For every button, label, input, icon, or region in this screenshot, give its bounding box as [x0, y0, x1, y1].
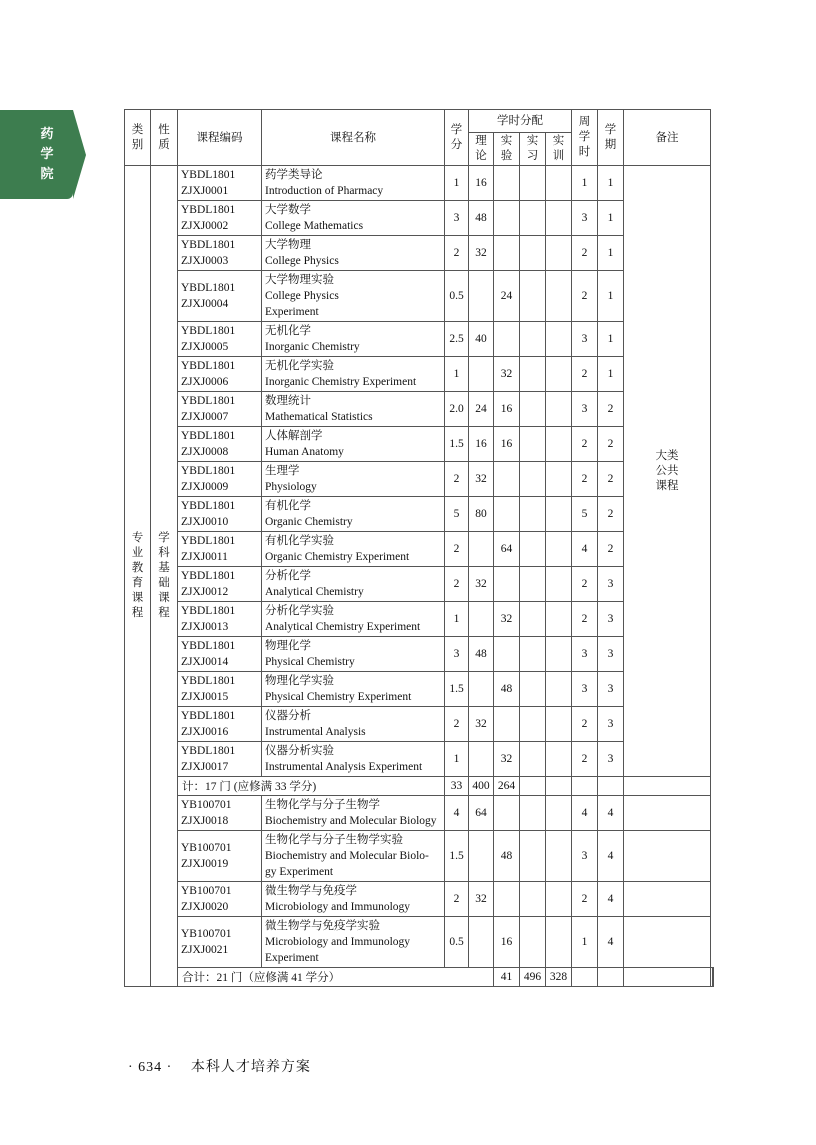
page-footer [128, 1056, 311, 1076]
experiment-hours: 16 [494, 392, 520, 427]
training-hours [546, 166, 572, 201]
semester-cell: 4 [598, 831, 624, 882]
total-label: 合计：21 门（应修满 41 学分） [178, 968, 494, 987]
course-name: 有机化学实验 Organic Chemistry Experiment [262, 532, 445, 567]
credits-total: 33 [445, 777, 469, 796]
practice-hours [520, 707, 546, 742]
course-code: YBDL1801 ZJXJ0001 [178, 166, 262, 201]
credits-cell: 2 [445, 532, 469, 567]
course-name: 无机化学实验 Inorganic Chemistry Experiment [262, 357, 445, 392]
practice-hours [520, 271, 546, 322]
experiment-hours [494, 322, 520, 357]
course-code: YB100701 ZJXJ0018 [178, 796, 262, 831]
theory-hours: 32 [469, 707, 494, 742]
experiment-hours: 32 [494, 742, 520, 777]
experiment-hours: 64 [494, 532, 520, 567]
semester-cell: 1 [598, 201, 624, 236]
header-theory: 理 论 [469, 133, 494, 166]
weekly-hours: 2 [572, 462, 598, 497]
weekly-hours: 3 [572, 672, 598, 707]
course-name: 数理统计 Mathematical Statistics [262, 392, 445, 427]
semester-cell: 1 [598, 236, 624, 271]
remark-empty [624, 831, 711, 882]
remark-cell: 大类 公共 课程 [624, 166, 711, 777]
training-hours [546, 917, 572, 968]
semester-cell: 2 [598, 392, 624, 427]
course-code: YBDL1801 ZJXJ0016 [178, 707, 262, 742]
practice-hours [520, 742, 546, 777]
weekly-hours: 2 [572, 357, 598, 392]
credits-cell: 4 [445, 796, 469, 831]
experiment-hours [494, 567, 520, 602]
course-name: 物理化学 Physical Chemistry [262, 637, 445, 672]
weekly-hours: 2 [572, 882, 598, 917]
experiment-total: 264 [494, 777, 520, 796]
course-code: YBDL1801 ZJXJ0011 [178, 532, 262, 567]
credits-cell: 2.5 [445, 322, 469, 357]
theory-hours: 40 [469, 322, 494, 357]
experiment-hours: 32 [494, 602, 520, 637]
training-hours [546, 236, 572, 271]
header-semester: 学 期 [598, 110, 624, 166]
practice-hours [520, 672, 546, 707]
course-name: 微生物学与免疫学实验 Microbiology and Immunology Experiment [262, 917, 445, 968]
header-credits: 学 分 [445, 110, 469, 166]
weekly-hours: 1 [572, 166, 598, 201]
table-row [125, 831, 714, 882]
remark-empty [624, 917, 711, 968]
semester-total [598, 777, 624, 796]
course-code: YBDL1801 ZJXJ0017 [178, 742, 262, 777]
table-row [125, 796, 714, 831]
weekly-hours: 4 [572, 796, 598, 831]
theory-hours: 16 [469, 427, 494, 462]
course-code: YBDL1801 ZJXJ0002 [178, 201, 262, 236]
credits-cell: 0.5 [445, 917, 469, 968]
curriculum-table [124, 109, 714, 987]
practice-hours [520, 392, 546, 427]
table-row [125, 917, 714, 968]
course-code: YBDL1801 ZJXJ0010 [178, 497, 262, 532]
theory-hours [469, 271, 494, 322]
practice-hours [520, 166, 546, 201]
theory-hours: 32 [469, 567, 494, 602]
course-name: 大学物理实验 College Physics Experiment [262, 271, 445, 322]
course-code: YBDL1801 ZJXJ0005 [178, 322, 262, 357]
semester-cell: 3 [598, 742, 624, 777]
training-hours [546, 882, 572, 917]
header-practice: 实 习 [520, 133, 546, 166]
weekly-grand-total [624, 968, 711, 987]
weekly-hours: 3 [572, 392, 598, 427]
table-row [125, 882, 714, 917]
course-code: YB100701 ZJXJ0021 [178, 917, 262, 968]
experiment-hours: 16 [494, 917, 520, 968]
subtotal-row [125, 777, 714, 796]
header-code: 课程编码 [178, 110, 262, 166]
course-code: YBDL1801 ZJXJ0003 [178, 236, 262, 271]
weekly-hours: 2 [572, 427, 598, 462]
training-hours [546, 357, 572, 392]
theory-hours [469, 831, 494, 882]
credits-cell: 2 [445, 567, 469, 602]
semester-cell: 3 [598, 602, 624, 637]
theory-hours: 24 [469, 392, 494, 427]
course-code: YBDL1801 ZJXJ0008 [178, 427, 262, 462]
credits-cell: 0.5 [445, 271, 469, 322]
credits-cell: 1 [445, 602, 469, 637]
theory-grand-total: 496 [520, 968, 546, 987]
semester-cell: 4 [598, 882, 624, 917]
theory-total: 400 [469, 777, 494, 796]
experiment-hours: 48 [494, 831, 520, 882]
course-code: YB100701 ZJXJ0019 [178, 831, 262, 882]
weekly-hours: 2 [572, 707, 598, 742]
practice-hours [520, 637, 546, 672]
category-cell: 专 业 教 育 课 程 [125, 166, 151, 987]
course-code: YBDL1801 ZJXJ0013 [178, 602, 262, 637]
course-code: YBDL1801 ZJXJ0007 [178, 392, 262, 427]
practice-grand-total [572, 968, 598, 987]
experiment-hours [494, 796, 520, 831]
experiment-hours [494, 462, 520, 497]
credits-cell: 1.5 [445, 427, 469, 462]
credits-cell: 1 [445, 166, 469, 201]
theory-hours [469, 602, 494, 637]
training-total [546, 777, 572, 796]
training-grand-total [598, 968, 624, 987]
remark-empty [624, 796, 711, 831]
practice-hours [520, 201, 546, 236]
credits-cell: 2 [445, 882, 469, 917]
experiment-hours: 48 [494, 672, 520, 707]
training-hours [546, 427, 572, 462]
weekly-hours: 3 [572, 637, 598, 672]
training-hours [546, 672, 572, 707]
table-row [125, 166, 714, 201]
side-tab-text: 药 学 院 [40, 126, 54, 181]
footer-title: 本科人才培养方案 [190, 1060, 311, 1075]
page-number: · 634 · [128, 1060, 173, 1075]
total-row [125, 968, 714, 987]
weekly-hours: 3 [572, 831, 598, 882]
weekly-hours: 3 [572, 201, 598, 236]
credits-cell: 3 [445, 637, 469, 672]
course-code: YBDL1801 ZJXJ0014 [178, 637, 262, 672]
header-weekly-hours: 周 学 时 [572, 110, 598, 166]
theory-hours: 32 [469, 882, 494, 917]
header-remark: 备注 [624, 110, 711, 166]
course-code: YB100701 ZJXJ0020 [178, 882, 262, 917]
experiment-hours: 32 [494, 357, 520, 392]
weekly-hours: 1 [572, 917, 598, 968]
header-name: 课程名称 [262, 110, 445, 166]
practice-hours [520, 357, 546, 392]
course-code: YBDL1801 ZJXJ0009 [178, 462, 262, 497]
course-name: 仪器分析实验 Instrumental Analysis Experiment [262, 742, 445, 777]
semester-cell: 2 [598, 427, 624, 462]
header-nature: 性 质 [151, 110, 178, 166]
experiment-grand-total: 328 [546, 968, 572, 987]
practice-hours [520, 882, 546, 917]
experiment-hours: 16 [494, 427, 520, 462]
practice-hours [520, 497, 546, 532]
semester-cell: 1 [598, 166, 624, 201]
credits-cell: 2 [445, 462, 469, 497]
practice-total [520, 777, 546, 796]
credits-cell: 2 [445, 707, 469, 742]
theory-hours: 32 [469, 236, 494, 271]
weekly-hours: 3 [572, 322, 598, 357]
header-category: 类 别 [125, 110, 151, 166]
credits-grand-total: 41 [494, 968, 520, 987]
training-hours [546, 271, 572, 322]
semester-cell: 1 [598, 271, 624, 322]
practice-hours [520, 236, 546, 271]
header-hours-dist: 学时分配 [469, 110, 572, 133]
training-hours [546, 637, 572, 672]
course-name: 生物化学与分子生物学实验 Biochemistry and Molecular Biolo- gy Experiment [262, 831, 445, 882]
nature-cell: 学 科 基 础 课 程 [151, 166, 178, 987]
credits-cell: 3 [445, 201, 469, 236]
course-name: 生理学 Physiology [262, 462, 445, 497]
semester-cell: 4 [598, 796, 624, 831]
semester-cell: 1 [598, 322, 624, 357]
training-hours [546, 742, 572, 777]
practice-hours [520, 532, 546, 567]
remark-empty [624, 882, 711, 917]
weekly-total [572, 777, 598, 796]
practice-hours [520, 831, 546, 882]
theory-hours: 32 [469, 462, 494, 497]
weekly-hours: 4 [572, 532, 598, 567]
theory-hours [469, 742, 494, 777]
experiment-hours: 24 [494, 271, 520, 322]
remark-empty [712, 968, 714, 987]
theory-hours [469, 917, 494, 968]
training-hours [546, 707, 572, 742]
course-code: YBDL1801 ZJXJ0015 [178, 672, 262, 707]
semester-cell: 1 [598, 357, 624, 392]
training-hours [546, 831, 572, 882]
practice-hours [520, 427, 546, 462]
experiment-hours [494, 166, 520, 201]
experiment-hours [494, 882, 520, 917]
credits-cell: 2.0 [445, 392, 469, 427]
header-training: 实 训 [546, 133, 572, 166]
credits-cell: 5 [445, 497, 469, 532]
credits-cell: 2 [445, 236, 469, 271]
experiment-hours [494, 637, 520, 672]
course-code: YBDL1801 ZJXJ0012 [178, 567, 262, 602]
training-hours [546, 201, 572, 236]
course-code: YBDL1801 ZJXJ0004 [178, 271, 262, 322]
experiment-hours [494, 201, 520, 236]
semester-cell: 2 [598, 532, 624, 567]
header-experiment: 实 验 [494, 133, 520, 166]
training-hours [546, 567, 572, 602]
semester-cell: 3 [598, 672, 624, 707]
course-name: 有机化学 Organic Chemistry [262, 497, 445, 532]
practice-hours [520, 917, 546, 968]
semester-cell: 3 [598, 707, 624, 742]
theory-hours [469, 357, 494, 392]
weekly-hours: 2 [572, 236, 598, 271]
experiment-hours [494, 707, 520, 742]
credits-cell: 1 [445, 357, 469, 392]
course-name: 生物化学与分子生物学 Biochemistry and Molecular Biology [262, 796, 445, 831]
course-name: 人体解剖学 Human Anatomy [262, 427, 445, 462]
course-name: 微生物学与免疫学 Microbiology and Immunology [262, 882, 445, 917]
remark-empty [624, 777, 711, 796]
experiment-hours [494, 236, 520, 271]
practice-hours [520, 567, 546, 602]
course-name: 大学物理 College Physics [262, 236, 445, 271]
training-hours [546, 796, 572, 831]
training-hours [546, 392, 572, 427]
weekly-hours: 2 [572, 602, 598, 637]
semester-cell: 2 [598, 462, 624, 497]
theory-hours: 48 [469, 637, 494, 672]
practice-hours [520, 462, 546, 497]
course-name: 分析化学 Analytical Chemistry [262, 567, 445, 602]
course-code: YBDL1801 ZJXJ0006 [178, 357, 262, 392]
weekly-hours: 2 [572, 567, 598, 602]
practice-hours [520, 796, 546, 831]
course-name: 仪器分析 Instrumental Analysis [262, 707, 445, 742]
theory-hours [469, 672, 494, 707]
theory-hours: 64 [469, 796, 494, 831]
theory-hours: 16 [469, 166, 494, 201]
course-name: 分析化学实验 Analytical Chemistry Experiment [262, 602, 445, 637]
semester-cell: 3 [598, 567, 624, 602]
theory-hours: 48 [469, 201, 494, 236]
weekly-hours: 2 [572, 271, 598, 322]
training-hours [546, 322, 572, 357]
credits-cell: 1.5 [445, 831, 469, 882]
training-hours [546, 532, 572, 567]
subtotal-label: 计：17 门 (应修满 33 学分) [178, 777, 445, 796]
training-hours [546, 602, 572, 637]
semester-cell: 2 [598, 497, 624, 532]
credits-cell: 1 [445, 742, 469, 777]
theory-hours: 80 [469, 497, 494, 532]
course-name: 大学数学 College Mathematics [262, 201, 445, 236]
training-hours [546, 497, 572, 532]
course-name: 无机化学 Inorganic Chemistry [262, 322, 445, 357]
course-name: 药学类导论 Introduction of Pharmacy [262, 166, 445, 201]
weekly-hours: 5 [572, 497, 598, 532]
practice-hours [520, 602, 546, 637]
credits-cell: 1.5 [445, 672, 469, 707]
practice-hours [520, 322, 546, 357]
course-name: 物理化学实验 Physical Chemistry Experiment [262, 672, 445, 707]
experiment-hours [494, 497, 520, 532]
training-hours [546, 462, 572, 497]
semester-cell: 4 [598, 917, 624, 968]
semester-cell: 3 [598, 637, 624, 672]
college-side-tab [0, 110, 73, 199]
weekly-hours: 2 [572, 742, 598, 777]
theory-hours [469, 532, 494, 567]
